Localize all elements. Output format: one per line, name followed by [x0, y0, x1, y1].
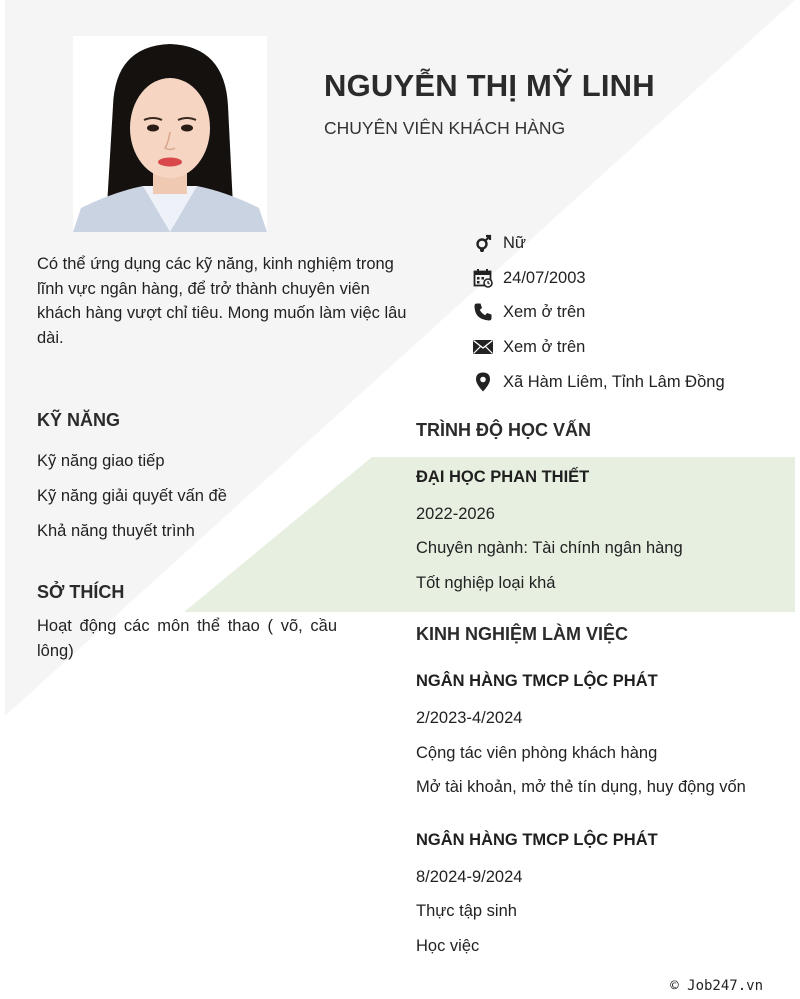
email-value: Xem ở trên — [503, 337, 586, 356]
birthday-value: 24/07/2003 — [503, 268, 586, 287]
education-heading: TRÌNH ĐỘ HỌC VẤN — [416, 420, 591, 440]
location-pin-icon — [472, 371, 494, 393]
hobbies-text: Hoạt động các môn thể thao ( võ, cầu lông) — [37, 617, 337, 660]
education-period: 2022-2026 — [416, 505, 495, 523]
career-objective: Có thể ứng dụng các kỹ năng, kinh nghiệm trong lĩnh vực ngân hàng, để trở thành chuyên viên khách hàng vượt chỉ tiêu. Mong muốn làm việc lâu dài. — [37, 255, 407, 347]
phone-icon — [472, 301, 494, 323]
phone-value: Xem ở trên — [503, 302, 586, 321]
watermark-footer: © Job247.vn — [670, 978, 763, 994]
skill-item: Khả năng thuyết trình — [37, 522, 195, 540]
candidate-job-title: CHUYÊN VIÊN KHÁCH HÀNG — [324, 118, 566, 138]
profile-photo — [73, 36, 267, 232]
job-role: Cộng tác viên phòng khách hàng — [416, 744, 658, 762]
gender-row — [472, 232, 526, 254]
job-description: Học việc — [416, 937, 480, 955]
job-period: 8/2024-9/2024 — [416, 868, 523, 886]
candidate-name: NGUYỄN THỊ MỸ LINH — [324, 68, 655, 103]
phone-row — [472, 301, 585, 323]
education-major: Chuyên ngành: Tài chính ngân hàng — [416, 539, 683, 557]
hobbies-heading: SỞ THÍCH — [37, 582, 125, 602]
job-company: NGÂN HÀNG TMCP LỘC PHÁT — [416, 831, 658, 849]
job-description: Mở tài khoản, mở thẻ tín dụng, huy động vốn — [416, 778, 746, 796]
email-row — [472, 336, 585, 358]
address-row — [472, 371, 725, 393]
skill-item: Kỹ năng giải quyết vấn đề — [37, 487, 227, 505]
skills-heading: KỸ NĂNG — [37, 410, 121, 430]
job-period: 2/2023-4/2024 — [416, 709, 523, 727]
address-value: Xã Hàm Liêm, Tỉnh Lâm Đồng — [503, 372, 725, 391]
job-company: NGÂN HÀNG TMCP LỘC PHÁT — [416, 672, 658, 690]
birthday-row — [472, 267, 586, 289]
gender-value: Nữ — [503, 233, 526, 252]
experience-heading: KINH NGHIỆM LÀM VIỆC — [416, 624, 629, 644]
calendar-icon — [472, 267, 494, 289]
skill-item: Kỹ năng giao tiếp — [37, 452, 165, 470]
education-grade: Tốt nghiệp loại khá — [416, 574, 556, 592]
gender-icon — [472, 232, 494, 254]
job-role: Thực tập sinh — [416, 902, 517, 920]
envelope-icon — [472, 336, 494, 358]
school-name: ĐẠI HỌC PHAN THIẾT — [416, 468, 590, 486]
